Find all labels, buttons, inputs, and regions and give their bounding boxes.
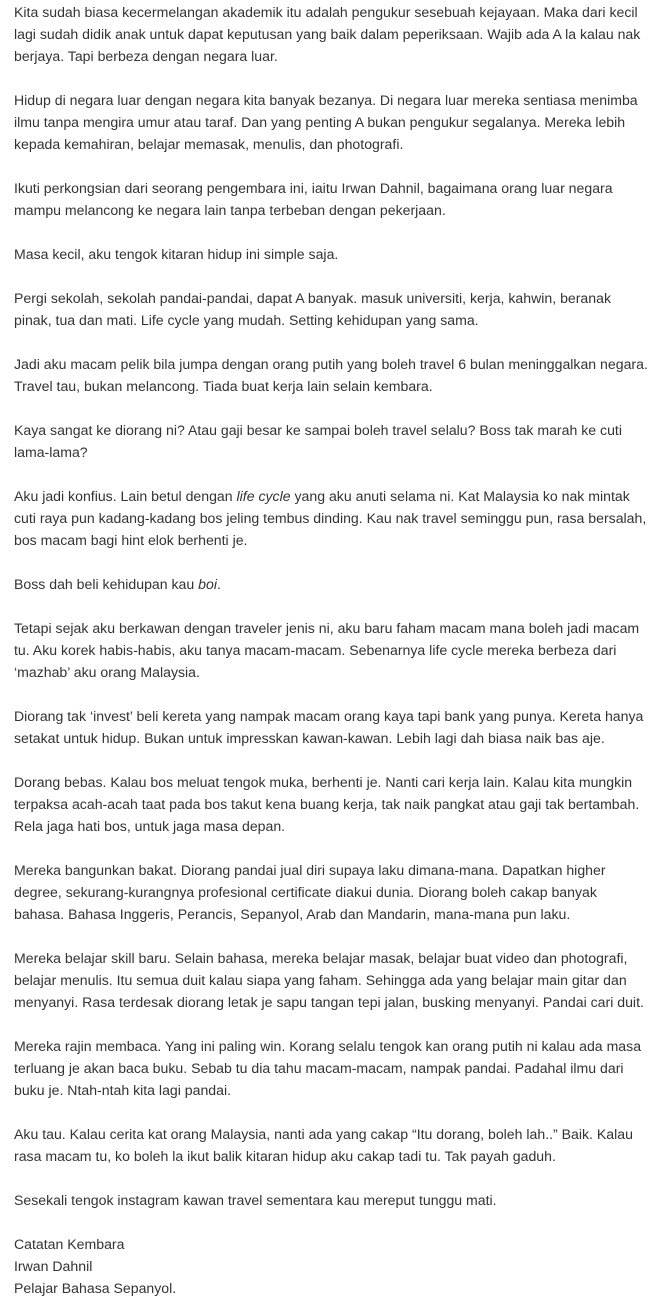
paragraph: Kaya sangat ke diorang ni? Atau gaji besar ke sampai boleh travel selalu? Boss tak marah ke cuti lama-lama? — [14, 422, 622, 460]
text-segment: Aku jadi konfius. Lain betul dengan — [14, 488, 237, 504]
paragraph: Ikuti perkongsian dari seorang pengembara ini, iaitu Irwan Dahnil, bagaimana orang luar negara mampu melancong ke negara lain tanpa terbeban dengan pekerjaan. — [14, 180, 613, 218]
paragraph: Kita sudah biasa kecermelangan akademik itu adalah pengukur sesebuah kejayaan. Maka dari kecil lagi sudah didik anak untuk dapat keputusan yang baik dalam peperiksaan. Wajib ada A la kalau nak berjaya. Tapi berbeza dengan negara luar. — [14, 4, 641, 64]
paragraph: Hidup di negara luar dengan negara kita banyak bezanya. Di negara luar mereka sentiasa menimba ilmu tanpa mengira umur atau taraf. Dan yang penting A bukan pengukur segalanya. Mereka lebih kepada kemahiran, belajar memasak, menulis, dan photografi. — [14, 92, 638, 152]
paragraph: Sesekali tengok instagram kawan travel sementara kau mereput tunggu mati. — [14, 1192, 497, 1208]
text-segment: Boss dah beli kehidupan kau — [14, 576, 199, 592]
signature-author: Irwan Dahnil — [14, 1258, 93, 1274]
text-segment: yang aku anuti selama ni. Kat Malaysia ko nak mintak cuti raya pun kadang-kadang bos jeling tembus dinding. Kau nak travel seminggu pun, rasa bersalah, bos macam bagi hint elok berhenti je. — [14, 488, 647, 548]
paragraph: Mereka belajar skill baru. Selain bahasa, mereka belajar masak, belajar buat video dan photografi, belajar menulis. Itu semua duit kalau siapa yang faham. Sehingga ada yang belajar main gitar dan menyanyi. Rasa terdesak diorang letak je sapu tangan tepi jalan, busking menyanyi. Pandai cari duit. — [14, 950, 644, 1010]
paragraph: Diorang tak ‘invest’ beli kereta yang nampak macam orang kaya tapi bank yang punya. Kereta hanya setakat untuk hidup. Bukan untuk impresskan kawan-kawan. Lebih lagi dah biasa naik bas aje. — [14, 708, 644, 746]
paragraph: Mereka rajin membaca. Yang ini paling win. Korang selalu tengok kan orang putih ni kalau ada masa terluang je akan baca buku. Sebab tu dia tahu macam-macam, nampak pandai. Padahal ilmu dari buku je. Ntah-ntah kita lagi pandai. — [14, 1038, 642, 1098]
paragraph: Jadi aku macam pelik bila jumpa dengan orang putih yang boleh travel 6 bulan meninggalkan negara. Travel tau, bukan melancong. Tiada buat kerja lain selain kembara. — [14, 356, 648, 394]
paragraph: Dorang bebas. Kalau bos meluat tengok muka, berhenti je. Nanti cari kerja lain. Kalau kita mungkin terpaksa acah-acah taat pada bos takut kena buang kerja, tak naik pangkat atau gaji tak bertambah. Rela jaga hati bos, untuk jaga masa depan. — [14, 774, 640, 834]
paragraph-life-cycle — [14, 485, 650, 551]
paragraph: Pergi sekolah, sekolah pandai-pandai, dapat A banyak. masuk universiti, kerja, kahwin, beranak pinak, tua dan mati. Life cycle yang mudah. Setting kehidupan yang sama. — [14, 290, 611, 328]
text-segment: . — [216, 576, 221, 592]
signature-line: Pelajar Bahasa Sepanyol. — [14, 1280, 177, 1296]
signature-line: Catatan Kembara — [14, 1236, 125, 1252]
paragraph: Masa kecil, aku tengok kitaran hidup ini simple saja. — [14, 246, 339, 262]
italic-term: boi — [198, 576, 217, 592]
signature-block — [14, 1233, 650, 1299]
paragraph: Mereka bangunkan bakat. Diorang pandai jual diri supaya laku dimana-mana. Dapatkan higher degree, sekurang-kurangnya profesional certificate diakui dunia. Diorang boleh cakap banyak bahasa. Bahasa Inggeris, Perancis, Sepanyol, Arab dan Mandarin, mana-mana pun laku. — [14, 862, 606, 922]
paragraph-boss — [14, 573, 650, 595]
paragraph: Tetapi sejak aku berkawan dengan traveler jenis ni, aku baru faham macam mana boleh jadi macam tu. Aku korek habis-habis, aku tanya macam-macam. Sebenarnya life cycle mereka berbeza dari ‘mazhab’ aku orang Malaysia. — [14, 620, 640, 680]
paragraph: Aku tau. Kalau cerita kat orang Malaysia, nanti ada yang cakap “Itu dorang, boleh lah..” Baik. Kalau rasa macam tu, ko boleh la ikut balik kitaran hidup aku cakap tadi tu. Tak payah gaduh. — [14, 1126, 633, 1164]
italic-term: life cycle — [236, 488, 291, 504]
